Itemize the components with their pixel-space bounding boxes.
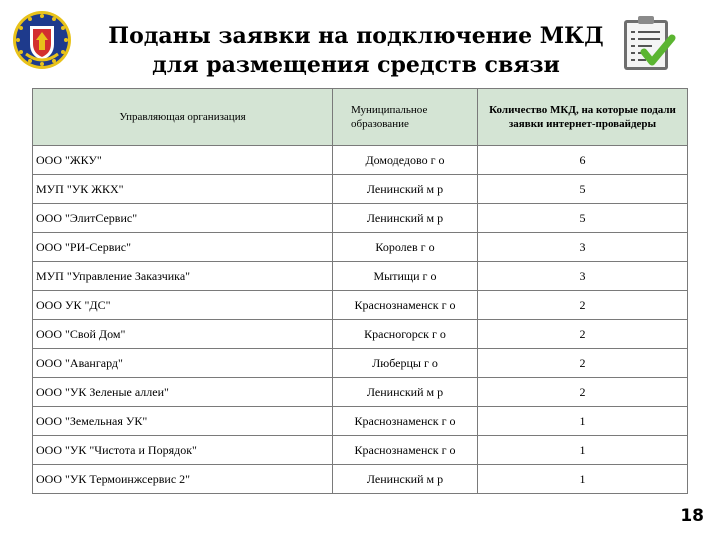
table-row [33, 407, 688, 436]
cell-municipality: Краснознаменск г о [333, 291, 478, 320]
title-line-1: Поданы заявки на подключение МКД [108, 23, 604, 49]
header-municipality: Муниципальное образование [333, 89, 478, 146]
cell-count: 1 [478, 407, 688, 436]
cell-count: 5 [478, 204, 688, 233]
table-row [33, 349, 688, 378]
cell-municipality: Мытищи г о [333, 262, 478, 291]
cell-municipality: Люберцы г о [333, 349, 478, 378]
cell-municipality: Ленинский м р [333, 175, 478, 204]
cell-org: ООО "РИ-Сервис" [33, 233, 333, 262]
table-row [33, 465, 688, 494]
cell-org: ООО "ЭлитСервис" [33, 204, 333, 233]
cell-municipality: Домодедово г о [333, 146, 478, 175]
cell-count: 3 [478, 233, 688, 262]
page-number: 18 [680, 506, 704, 526]
cell-count: 2 [478, 320, 688, 349]
cell-municipality: Ленинский м р [333, 378, 478, 407]
requests-table [32, 88, 688, 494]
cell-org: ООО "УК Зеленые аллеи" [33, 378, 333, 407]
cell-org: ООО "Земельная УК" [33, 407, 333, 436]
cell-municipality: Королев г о [333, 233, 478, 262]
table-header-row [33, 89, 688, 146]
table-row [33, 146, 688, 175]
cell-count: 2 [478, 349, 688, 378]
cell-count: 6 [478, 146, 688, 175]
table-row [33, 262, 688, 291]
cell-count: 2 [478, 291, 688, 320]
cell-count: 5 [478, 175, 688, 204]
cell-municipality: Ленинский м р [333, 465, 478, 494]
cell-org: МУП "Управление Заказчика" [33, 262, 333, 291]
slide-title [100, 22, 612, 80]
moscow-oblast-emblem-icon [12, 10, 72, 70]
title-line-2: для размещения средств связи [152, 52, 560, 78]
cell-count: 1 [478, 436, 688, 465]
table-row [33, 436, 688, 465]
table-row [33, 291, 688, 320]
cell-org: ООО "УК Термоинжсервис 2" [33, 465, 333, 494]
cell-municipality: Краснознаменск г о [333, 436, 478, 465]
table-row [33, 320, 688, 349]
cell-org: ООО "Авангард" [33, 349, 333, 378]
cell-org: ООО "ЖКУ" [33, 146, 333, 175]
header-org: Управляющая организация [33, 89, 333, 146]
table-row [33, 378, 688, 407]
cell-org: МУП "УК ЖКХ" [33, 175, 333, 204]
cell-count: 1 [478, 465, 688, 494]
cell-org: ООО "Свой Дом" [33, 320, 333, 349]
cell-count: 2 [478, 378, 688, 407]
cell-count: 3 [478, 262, 688, 291]
table-row [33, 233, 688, 262]
table-row [33, 175, 688, 204]
cell-org: ООО "УК "Чистота и Порядок" [33, 436, 333, 465]
cell-org: ООО УК "ДС" [33, 291, 333, 320]
table-row [33, 204, 688, 233]
cell-municipality: Ленинский м р [333, 204, 478, 233]
cell-municipality: Краснознаменск г о [333, 407, 478, 436]
header-count: Количество МКД, на которые подали заявки интернет-провайдеры [478, 89, 688, 146]
cell-municipality: Красногорск г о [333, 320, 478, 349]
checklist-clipboard-icon [620, 12, 676, 74]
